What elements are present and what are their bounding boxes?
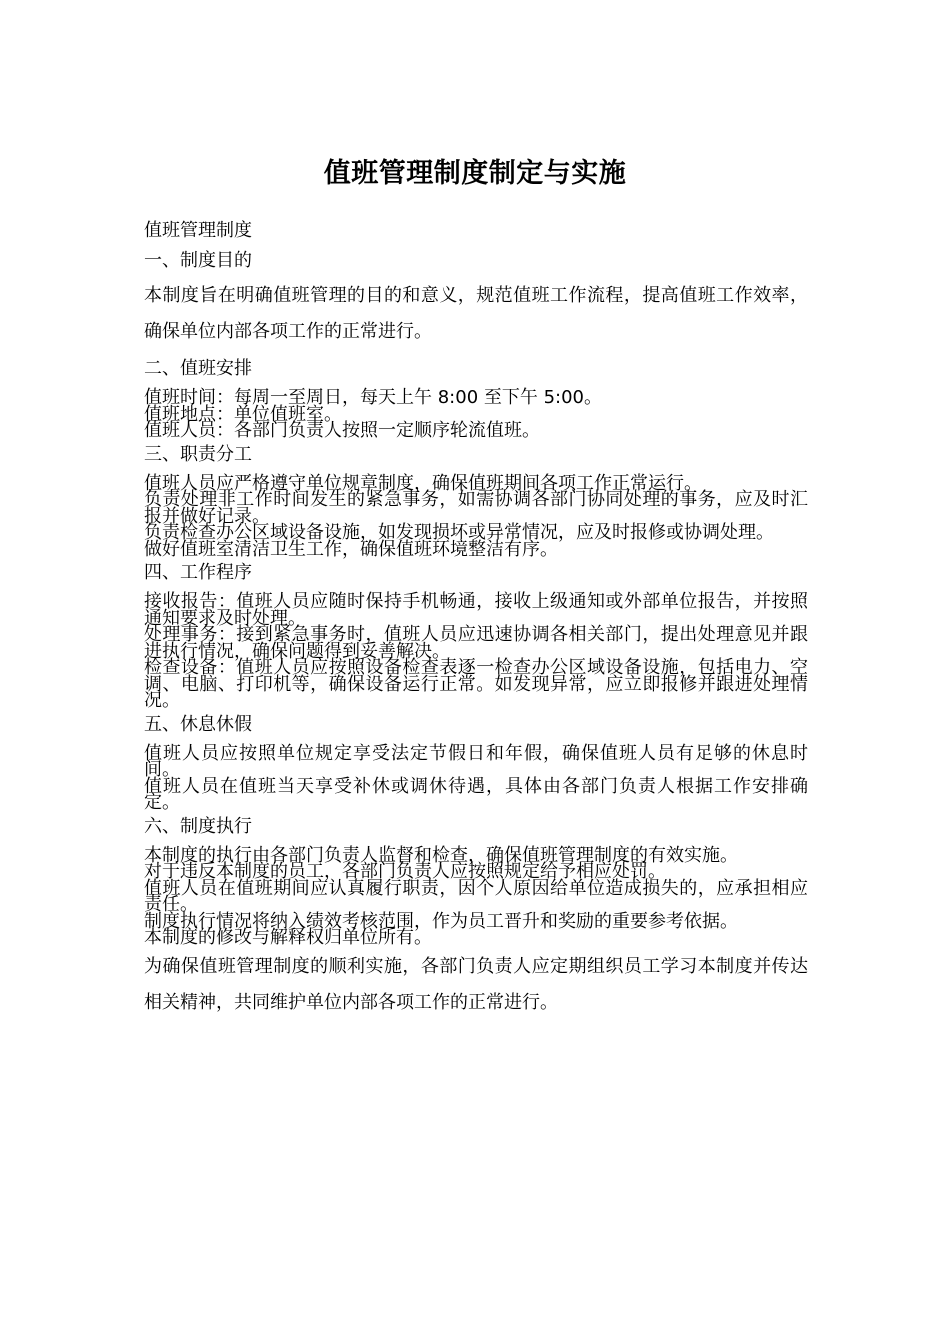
list-item: 值班人员应按照单位规定享受法定节假日和年假，确保值班人员有足够的休息时间。 <box>144 742 808 780</box>
list-item: 本制度的执行由各部门负责人监督和检查，确保值班管理制度的有效实施。 <box>144 844 738 866</box>
section-heading: 一、制度目的 <box>144 250 252 271</box>
list-item: 本制度的修改与解释权归单位所有。 <box>144 927 432 948</box>
document-body <box>144 216 808 1025</box>
list-item: 值班地点：单位值班室。 <box>144 403 342 425</box>
list-item: 接收报告：值班人员应随时保持手机畅通，接收上级通知或外部单位报告，并按照通知要求及时处理。 <box>144 591 808 629</box>
section-items <box>144 591 808 711</box>
list-item: 做好值班室清洁卫生工作，确保值班环境整洁有序。 <box>144 538 558 560</box>
section-heading: 三、职责分工 <box>144 443 252 465</box>
list-item: 值班人员应严格遵守单位规章制度，确保值班期间各项工作正常运行。 <box>144 472 702 494</box>
section-items <box>144 742 808 813</box>
section-paragraph: 本制度旨在明确值班管理的目的和意义，规范值班工作流程，提高值班工作效率，确保单位内部各项工作的正常进行。 <box>144 285 808 342</box>
section-items <box>144 844 808 948</box>
document-subtitle: 值班管理制度 <box>144 220 252 241</box>
section-heading: 四、工作程序 <box>144 562 252 583</box>
section-heading: 二、值班安排 <box>144 358 252 379</box>
list-item: 负责检查办公区域设备设施，如发现损坏或异常情况，应及时报修或协调处理。 <box>144 522 774 543</box>
closing-paragraph: 为确保值班管理制度的顺利实施，各部门负责人应定期组织员工学习本制度并传达相关精神，共同维护单位内部各项工作的正常进行。 <box>144 955 808 1013</box>
list-item: 检查设备：值班人员应按照设备检查表逐一检查办公区域设备设施，包括电力、空调、电脑、打印机等，确保设备运行正常。如发现异常，应立即报修并跟进处理情况。 <box>144 657 808 711</box>
list-item: 处理事务：接到紧急事务时，值班人员应迅速协调各相关部门，提出处理意见并跟进执行情况，确保问题得到妥善解决。 <box>144 624 808 662</box>
section-items <box>144 387 808 441</box>
list-item: 值班时间：每周一至周日，每天上午 8:00 至下午 5:00。 <box>144 387 603 408</box>
list-item: 值班人员在值班期间应认真履行职责，因个人原因给单位造成损失的，应承担相应责任。 <box>144 877 808 915</box>
section-heading: 五、休息休假 <box>144 713 252 735</box>
page-title: 值班管理制度制定与实施 <box>323 158 627 189</box>
list-item: 值班人员在值班当天享受补休或调休待遇，具体由各部门负责人根据工作安排确定。 <box>144 775 808 813</box>
section-heading: 六、制度执行 <box>144 815 252 837</box>
list-item: 制度执行情况将纳入绩效考核范围，作为员工晋升和奖励的重要参考依据。 <box>144 910 738 932</box>
section-items <box>144 472 808 560</box>
list-item: 值班人员：各部门负责人按照一定顺序轮流值班。 <box>144 420 540 441</box>
list-item: 负责处理非工作时间发生的紧急事务，如需协调各部门协同处理的事务，应及时汇报并做好记录。 <box>144 489 808 527</box>
list-item: 对于违反本制度的员工，各部门负责人应按照规定给予相应处罚。 <box>144 861 666 882</box>
